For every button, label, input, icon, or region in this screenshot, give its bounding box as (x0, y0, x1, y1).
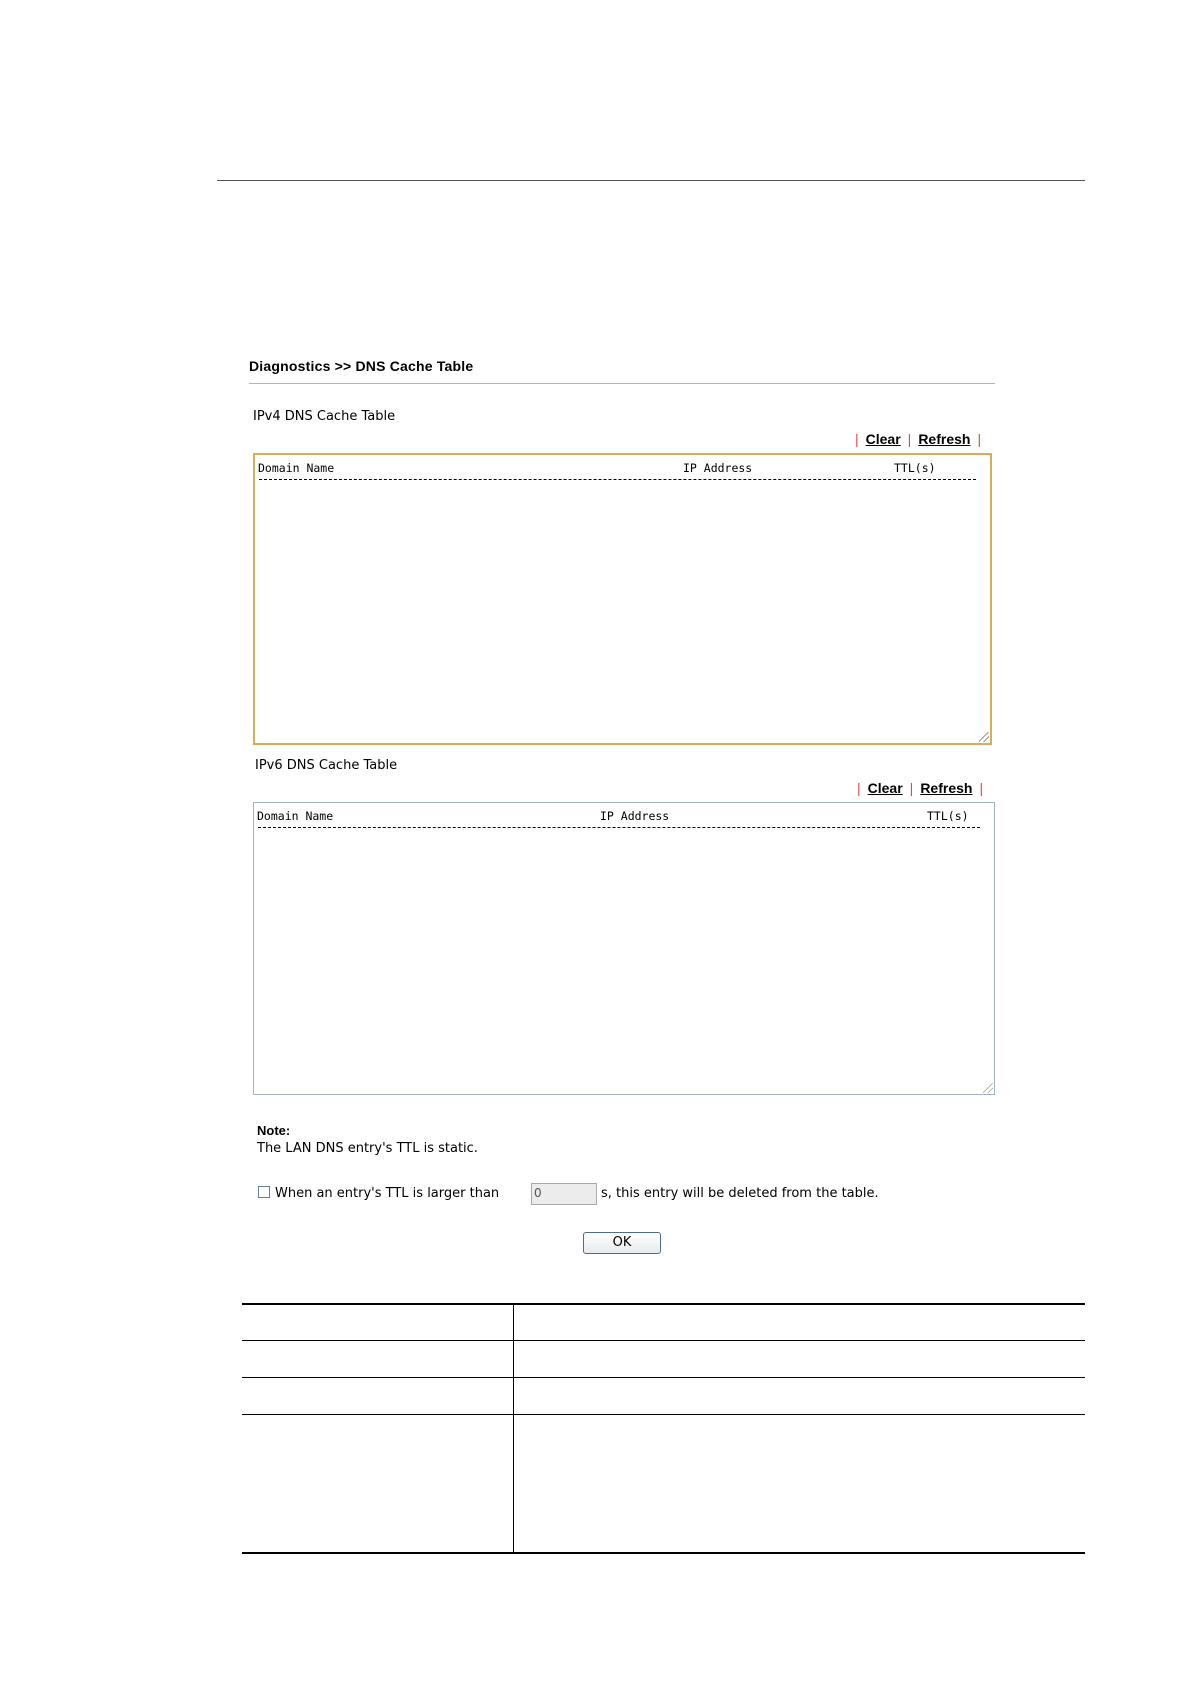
breadcrumb: Diagnostics >> DNS Cache Table (249, 358, 474, 374)
ttl-option-row (258, 1183, 1018, 1207)
ipv4-table-header (258, 461, 976, 477)
ipv4-refresh-link[interactable]: Refresh (918, 431, 971, 447)
table-rule (242, 1414, 1085, 1415)
ipv4-actions (848, 431, 988, 447)
resize-grip-icon[interactable] (983, 1083, 993, 1093)
table-rule (242, 1303, 1085, 1305)
separator: | (909, 780, 914, 796)
ttl-option-suffix: s, this entry will be deleted from the table. (601, 1186, 879, 1201)
page-top-rule (217, 180, 1085, 181)
table-rule (242, 1377, 1085, 1378)
ipv6-header-divider (258, 827, 980, 828)
ipv4-col-ip: IP Address (683, 461, 753, 475)
separator: | (979, 780, 984, 796)
ipv6-section-title: IPv6 DNS Cache Table (255, 758, 398, 773)
ipv6-clear-link[interactable]: Clear (867, 780, 903, 796)
breadcrumb-divider (249, 383, 995, 384)
ipv6-refresh-link[interactable]: Refresh (920, 780, 973, 796)
ipv4-col-ttl: TTL(s) (894, 461, 936, 475)
separator: | (857, 780, 861, 796)
table-rule (242, 1340, 1085, 1341)
ok-button[interactable]: OK (583, 1232, 661, 1254)
ipv4-section-title: IPv4 DNS Cache Table (253, 409, 396, 424)
table-column-divider (513, 1303, 514, 1553)
ipv4-clear-link[interactable]: Clear (865, 431, 901, 447)
ipv6-cache-textarea[interactable] (253, 802, 995, 1095)
ipv4-header-divider (259, 479, 976, 480)
note-text: The LAN DNS entry's TTL is static. (257, 1141, 478, 1156)
ipv6-col-ttl: TTL(s) (927, 809, 969, 823)
separator: | (977, 431, 982, 447)
separator: | (855, 431, 859, 447)
ttl-option-label: When an entry's TTL is larger than (275, 1186, 500, 1201)
ttl-threshold-input[interactable]: 0 (531, 1183, 597, 1205)
separator: | (907, 431, 912, 447)
resize-grip-icon[interactable] (979, 732, 989, 742)
ipv4-col-domain: Domain Name (258, 461, 335, 475)
ttl-delete-checkbox[interactable] (258, 1186, 270, 1198)
table-rule (242, 1552, 1085, 1554)
ipv6-col-domain: Domain Name (257, 809, 334, 823)
note-label: Note: (257, 1123, 291, 1138)
ipv6-table-header (257, 809, 980, 825)
ipv4-cache-textarea[interactable] (253, 453, 992, 745)
ipv6-actions (850, 780, 990, 796)
ipv6-col-ip: IP Address (600, 809, 670, 823)
